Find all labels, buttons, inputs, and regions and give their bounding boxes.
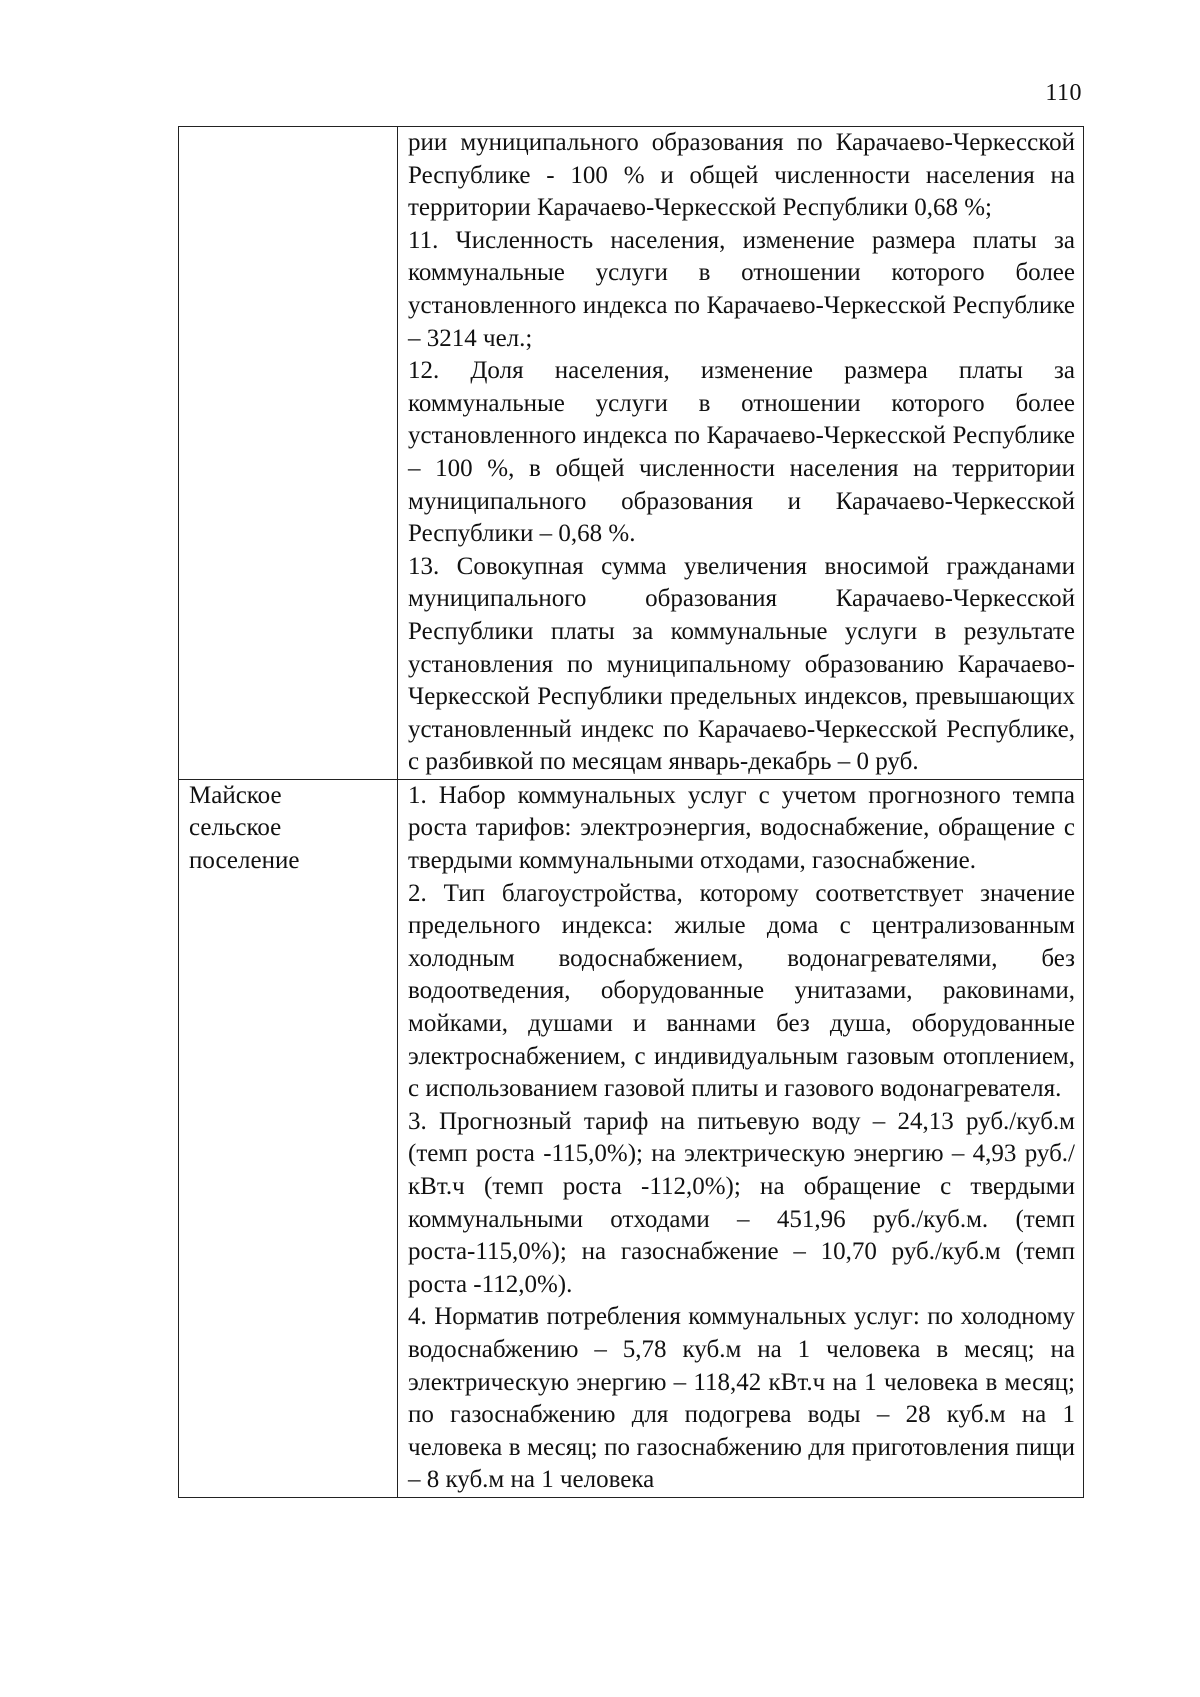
paragraph-item-13: 13. Совокупная сумма увеличения вносимой гражданами муниципального образования Карачаево-Черкесской Республики платы за коммунальные услуги в результате установления по муниципальному образованию Карачаево-Черкесской Республики предельных индексов, превышающих установленный индекс по Карачаево-Черкесской Республике, с разбивкой по месяцам январь-декабрь – 0 руб.	[408, 552, 1075, 776]
municipality-name-line: сельское	[189, 814, 282, 842]
table-row	[179, 779, 1084, 1497]
page-number: 110	[1045, 80, 1082, 106]
paragraph-item-3: 3. Прогнозный тариф на питьевую воду – 24,13 руб./куб.м (темп роста -115,0%); на электрическую энергию – 4,93 руб./кВт.ч (темп роста -112,0%); на обращение с твердыми коммунальными отходами – 451,96 руб./куб.м. (темп роста-115,0%); на газоснабжение – 10,70 руб./куб.м (темп роста -112,0%).	[408, 1107, 1075, 1298]
paragraph-item-11: 11. Численность населения, изменение размера платы за коммунальные услуги в отношении которого более установленного индекса по Карачаево-Черкесской Республике – 3214 чел.;	[408, 226, 1075, 352]
paragraph-continuation: рии муниципального образования по Карачаево-Черкесской Республике - 100 % и общей численности населения на территории Карачаево-Черкесской Республики 0,68 %;	[408, 129, 1075, 222]
municipality-cell	[179, 127, 398, 780]
tariff-index-table	[178, 126, 1084, 1498]
municipality-name-line: поселение	[189, 847, 300, 875]
paragraph-item-4: 4. Норматив потребления коммунальных услуг: по холодному водоснабжению – 5,78 куб.м на 1 человека в месяц; на электрическую энергию – 118,42 кВт.ч на 1 человека в месяц; по газоснабжению для подогрева воды – 28 куб.м на 1 человека в месяц; по газоснабжению для приготовления пищи – 8 куб.м на 1 человека	[408, 1303, 1075, 1494]
paragraph-item-1: 1. Набор коммунальных услуг с учетом прогнозного темпа роста тарифов: электроэнергия, водоснабжение, обращение с твердыми коммунальными отходами, газоснабжение.	[408, 781, 1075, 875]
paragraph-item-12: 12. Доля населения, изменение размера платы за коммунальные услуги в отношении которого более установленного индекса по Карачаево-Черкесской Республике – 100 %, в общей численности населения на территории муниципального образования и Карачаево-Черкесской Республики – 0,68 %.	[408, 357, 1075, 548]
table-row	[179, 127, 1084, 780]
description-cell	[398, 127, 1084, 780]
municipality-name-line: Майское	[189, 781, 282, 809]
paragraph-item-2: 2. Тип благоустройства, которому соответствует значение предельного индекса: жилые дома с централизованным холодным водоснабжением, водонагревателями, без водоотведения, оборудованные унитазами, раковинами, мойками, душами и ваннами без душа, оборудованные электроснабжением, с индивидуальным газовым отоплением, с использованием газовой плиты и газового водонагревателя.	[408, 879, 1075, 1103]
municipality-cell	[179, 779, 398, 1497]
description-cell	[398, 779, 1084, 1497]
